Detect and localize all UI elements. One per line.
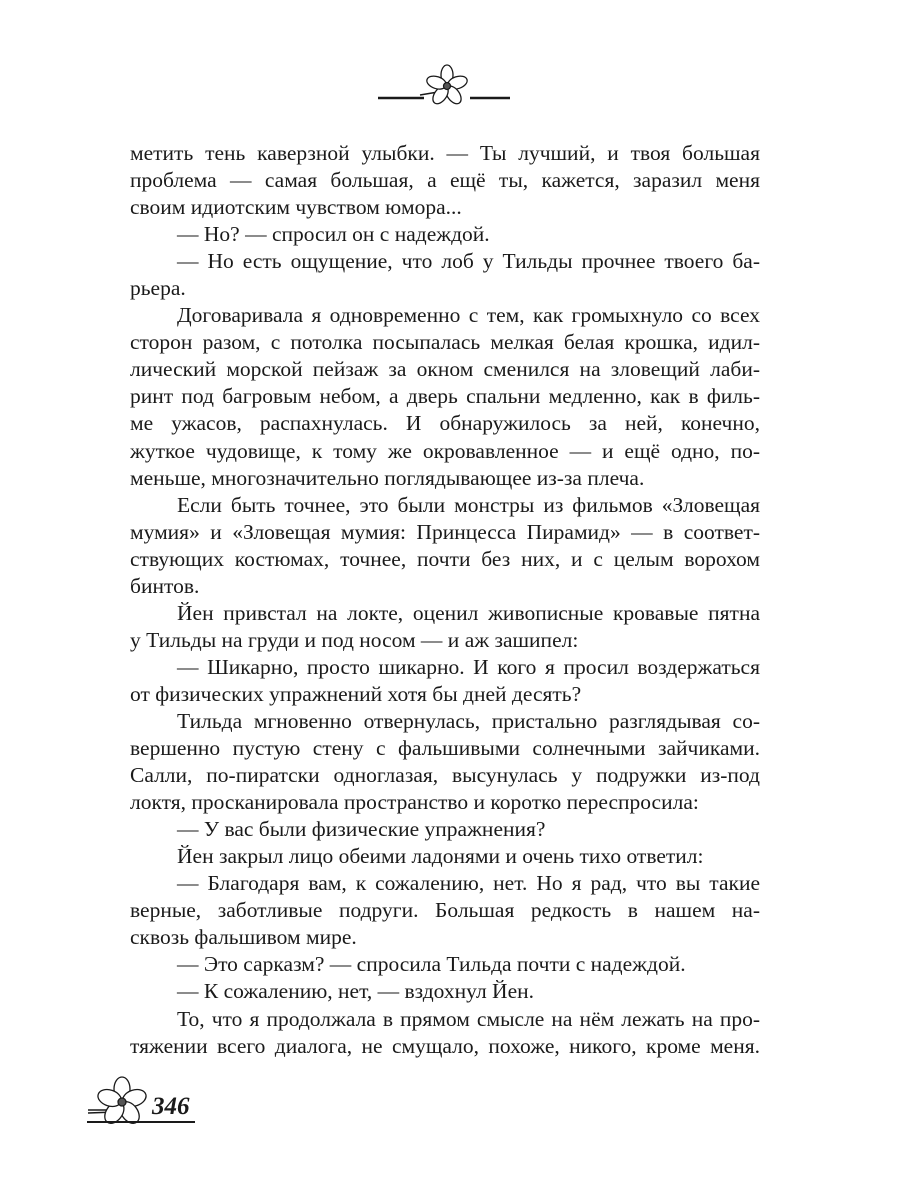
body-text — [130, 140, 760, 1060]
text-line: — Шикарно, просто шикарно. И кого я просил воздержаться — [177, 654, 760, 679]
text-line: вершенно пустую стену с фальшивыми солнечными зайчиками. — [130, 736, 760, 761]
text-line: — Это сарказм? — спросила Тильда почти с надеждой. — [177, 952, 686, 977]
text-line: Йен привстал на локте, оценил живописные кровавые пятна — [177, 600, 760, 625]
text-line: ринт под багровым небом, а дверь спальни медленно, как в филь- — [130, 384, 760, 409]
text-line: рьера. — [130, 276, 186, 301]
text-line: ме ужасов, распахнулась. И обнаружилось за ней, конечно, — [130, 411, 760, 436]
text-line: верные, заботливые подруги. Большая редкость в нашем на- — [130, 898, 760, 923]
text-line: — К сожалению, нет, — вздохнул Йен. — [177, 979, 535, 1004]
text-line: у Тильды на груди и под носом — и аж зашипел: — [130, 627, 579, 652]
text-line: меньше, многозначительно поглядывающее из-за плеча. — [130, 465, 645, 490]
text-line: проблема — самая большая, а ещё ты, кажется, заразил меня — [130, 168, 760, 193]
text-line: сквозь фальшивом мире. — [130, 925, 357, 950]
text-line: То, что я продолжала в прямом смысле на нём лежать на про- — [177, 1006, 760, 1031]
text-line: Йен закрыл лицо обеими ладонями и очень тихо ответил: — [177, 844, 704, 869]
text-line: — Но есть ощущение, что лоб у Тильды прочнее твоего ба- — [177, 249, 760, 274]
text-line: ствующих костюмах, точнее, почти без них, и с целым ворохом — [130, 546, 760, 571]
footer-rule — [87, 1121, 195, 1123]
page-number: 346 — [152, 1093, 190, 1120]
text-line: локтя, просканировала пространство и коротко переспросила: — [130, 790, 699, 815]
flower-ornament-header-icon — [372, 62, 517, 112]
text-line: — Благодаря вам, к сожалению, нет. Но я рад, что вы такие — [177, 871, 760, 896]
text-line: Тильда мгновенно отвернулась, пристально разглядывая со- — [177, 708, 760, 733]
text-line: тяжении всего диалога, не смущало, похоже, никого, кроме меня. — [130, 1033, 760, 1058]
text-line: Договаривала я одновременно с тем, как громыхнуло со всех — [177, 303, 760, 328]
text-line: жуткое чудовище, к тому же окровавленное — и ещё одно, по- — [130, 438, 760, 463]
text-line: лический морской пейзаж за окном сменился на зловещий лаби- — [130, 357, 760, 382]
text-line: Салли, по-пиратски одноглазая, высунулась у подружки из-под — [130, 763, 760, 788]
text-line: сторон разом, с потолка посыпалась мелкая белая крошка, идил- — [130, 330, 760, 355]
text-line: метить тень каверзной улыбки. — Ты лучший, и твоя большая — [130, 141, 760, 165]
text-line: мумия» и «Зловещая мумия: Принцесса Пирамид» — в соответ- — [130, 519, 760, 544]
text-line: Если быть точнее, это были монстры из фильмов «Зловещая — [177, 492, 760, 517]
text-line: своим идиотским чувством юмора... — [130, 195, 462, 220]
text-line: — Но? — спросил он с надеждой. — [177, 222, 490, 247]
text-line: от физических упражнений хотя бы дней десять? — [130, 681, 582, 706]
text-line: — У вас были физические упражнения? — [177, 817, 546, 842]
text-line: бинтов. — [130, 573, 200, 598]
